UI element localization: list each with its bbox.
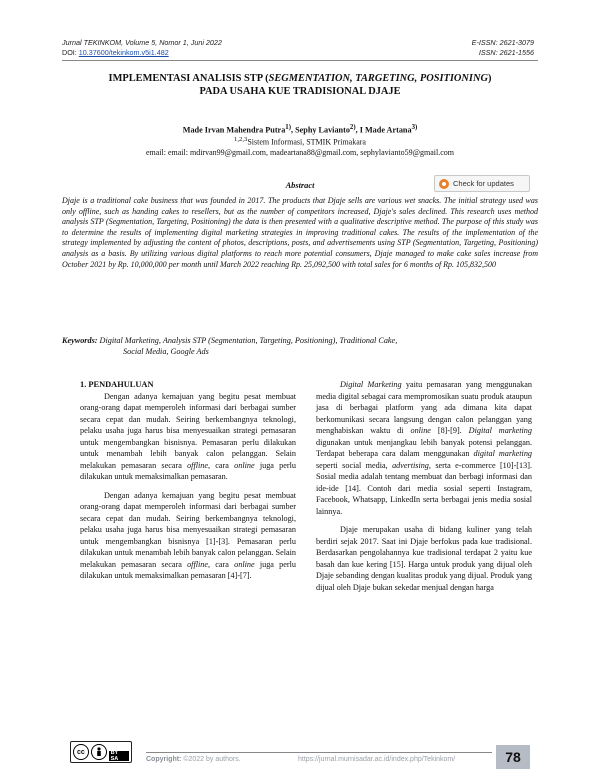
abstract-text: Djaje is a traditional cake business that was founded in 2017. The products that Djaje sells are various wet snacks. The initial strategy used was only offline, such as handing cakes to resellers, but as the number of competitors increased, Djaje's sales declined. This research uses method analysis STP (Segmentation, Targeting, Positioning) the data is then presented with a qualitative descriptive method. The purpose of this study was to determine the results of implementing digital marketing strategies in improving traditional cakes. The results of the implementation of the strategy implemented by adjusting the content of photos, descriptions, posts, and advertisements using STP (Segmentation, Targeting, Positioning) analysis as a basis. By utilizing various digital platforms to reach more potential consumers, Djaje managed to make cake sales increase from October 2021 by Rp. 10,000,000 per month until March 2022 reaching Rp. 25,092,500 with total sales for 6 months of Rp. 105,832,500 bbox=[62, 196, 538, 269]
paragraph: Dengan adanya kemajuan yang begitu pesat membuat orang-orang dapat memperoleh informasi dari berbagai sumber secara cepat dan mudah. Seiring berkembangnya teknologi, pelaku usaha juga harus bisa menyesuaikan strategi pemasaran untuk mengembangkan bisnisnya. Pemasaran perlu dilakukan untuk menambah lebih banyak calon pelanggan. Selain melakukan pemasaran secara offline, cara online juga perlu dilakukan untuk memaksimalkan pemasaran. bbox=[80, 391, 296, 481]
author-emails: email: email: mdirvan99@gmail.com, madeartana88@gmail.com, sephylavianto59@gmail.com bbox=[145, 148, 455, 157]
cc-icon: cc bbox=[73, 744, 89, 760]
doi-link[interactable]: 10.37600/tekinkom.v5i1.482 bbox=[78, 48, 169, 57]
issn: ISSN: 2621-1556 bbox=[478, 48, 534, 57]
page-number: 78 bbox=[496, 745, 530, 769]
author-list: Made Irvan Mahendra Putra$^{1)}$, Sephy Lavianto$^{2)}$, I Made Artana$^{3)}$ bbox=[182, 124, 418, 135]
by-person-icon bbox=[91, 744, 107, 760]
title-line-2: PADA USAHA KUE TRADISIONAL DJAJE bbox=[199, 86, 401, 97]
keywords-line-2: Social Media, Google Ads bbox=[123, 347, 209, 356]
check-for-updates-button[interactable] bbox=[434, 175, 530, 192]
abstract-heading: Abstract bbox=[285, 181, 315, 190]
article-title: IMPLEMENTASI ANALISIS STP (SEGMENTATION, TARGETING, POSITIONING) PADA USAHA KUE TRADISIONAL DJAJE bbox=[60, 72, 540, 98]
eissn: E-ISSN: 2621-3079 bbox=[471, 38, 534, 47]
section-heading: 1. PENDAHULUAN bbox=[80, 380, 154, 389]
paragraph: Dengan adanya kemajuan yang begitu pesat membuat orang-orang dapat memperoleh informasi dari berbagai sumber secara cepat dan mudah. Seiring berkembangnya teknologi, pelaku usaha juga harus bisa menyesuaikan strategi pemasaran untuk mengembangkan bisnisnya [1]-[3]. Pemasaran perlu dilakukan untuk menambah lebih banyak calon pelanggan. Selain melakukan pemasaran secara offline, cara online juga perlu dilakukan untuk memaksimalkan pemasaran [4]-[7]. bbox=[80, 490, 296, 580]
paragraph: Djaje merupakan usaha di bidang kuliner yang telah berdiri sejak 2017. Saat ini Djaje berfokus pada kue tradisional. Berdasarkan pengolahannya kue tradisional terdapat 2 yaitu kue basah dan kue kering [15]. Harga untuk produk yang dijual oleh Djaje sebanding dengan kualitas produk yang dijual. Produk yang dijual oleh Djaje bukan sekedar menjual dengan harga bbox=[316, 525, 532, 592]
author-2: Sephy Lavianto bbox=[295, 125, 350, 135]
keywords-label: Keywords: bbox=[62, 336, 98, 345]
cc-license-badge bbox=[70, 741, 132, 763]
author-1: Made Irvan Mahendra Putra bbox=[182, 125, 286, 135]
keywords-line-1: Digital Marketing, Analysis STP (Segmentation, Targeting, Positioning), Traditional Cake, bbox=[99, 336, 398, 345]
doi-line bbox=[62, 48, 222, 58]
paragraph: Digital Marketing yaitu pemasaran yang menggunakan media digital sebagai cara mempromosikan suatu produk ataupun jasa di berbagai platform yang ada dimana kita dapat berkomunikasi secara langsung dengan calon pelanggan yang menghabiskan waktu di online [8]-[9]. Digital marketing digunakan untuk menjangkau lebih banyak potensi pelanggan. Terdapat beberapa cara dalam menggunakan digital marketing seperti social media, advertising, serta e-commerce [10]-[13]. Sosial media adalah tentang membuat dan berbagi informasi dan ide-ide [14]. Contoh dari media sosial seperti Instagram, Facebook, Whatsapp, LinkedIn serta berbagai jenis media sosial lainnya. bbox=[316, 380, 533, 516]
author-3: I Made Artana bbox=[359, 125, 412, 135]
journal-header-right bbox=[472, 38, 534, 58]
left-column bbox=[80, 379, 296, 582]
journal-header-left bbox=[62, 38, 222, 58]
copyright: Copyright: ©2022 by authors. bbox=[146, 756, 241, 763]
footer-divider bbox=[146, 752, 492, 753]
check-updates-icon bbox=[439, 179, 449, 189]
journal-url[interactable]: https://jurnal.murnisadar.ac.id/index.php/Tekinkom/ bbox=[298, 756, 456, 763]
right-column bbox=[316, 379, 532, 593]
check-updates-label: Check for updates bbox=[453, 179, 514, 188]
doi-label: DOI: bbox=[62, 48, 77, 57]
header-divider bbox=[62, 60, 538, 61]
affiliation: $^{1,2,3}$Sistem Informasi, STMIK Primakara bbox=[234, 136, 366, 147]
keywords bbox=[62, 335, 538, 357]
by-sa-label: BY SA bbox=[109, 751, 129, 761]
journal-info: Jurnal TEKINKOM, Volume 5, Nomor 1, Juni 2022 bbox=[62, 38, 222, 47]
